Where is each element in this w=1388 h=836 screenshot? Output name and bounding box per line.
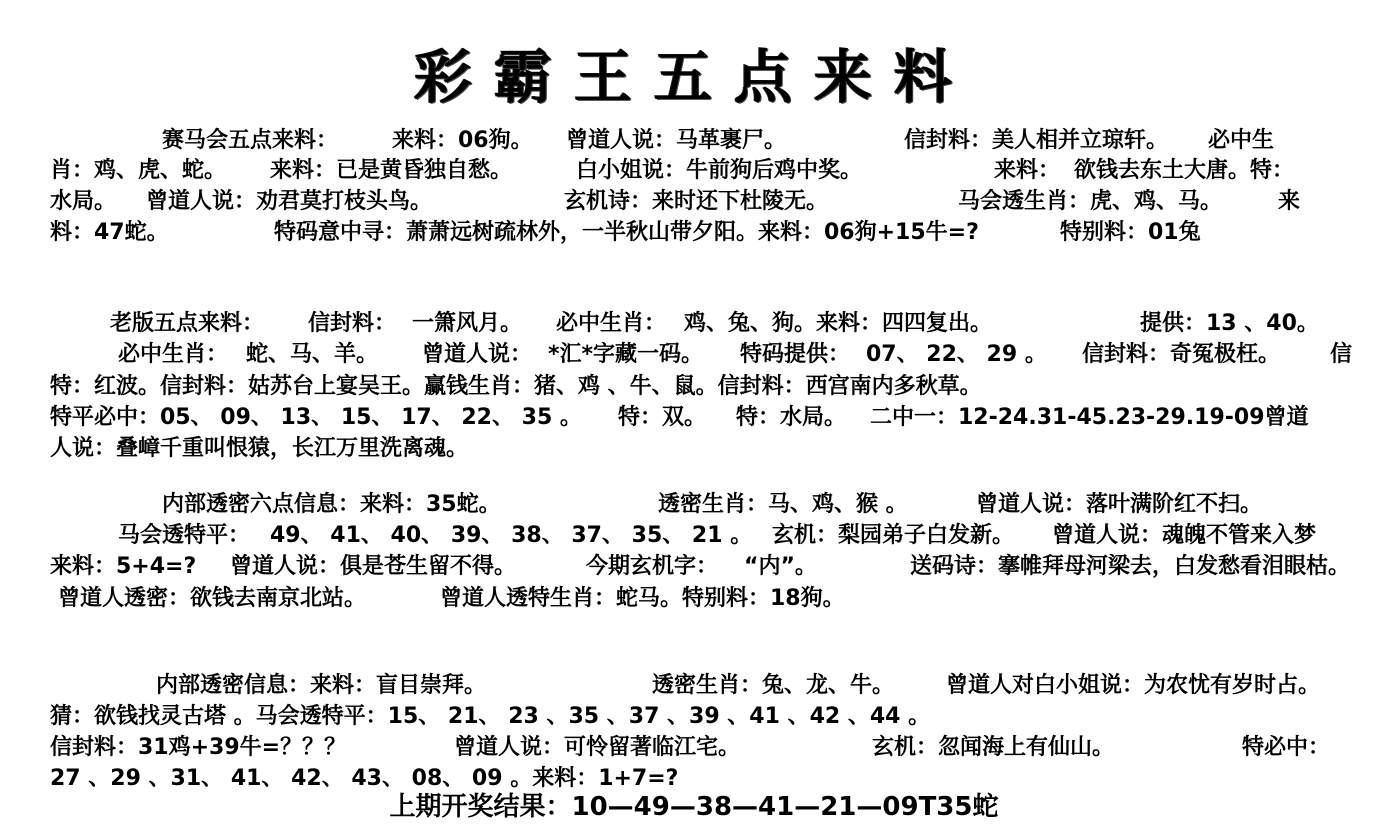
text-segment: 特：红波。信封料：姑苏台上宴吴王。赢钱生肖：猪、鸡 、牛、鼠。信封料：西宫南内多秋草。 xyxy=(50,374,982,399)
text-segment: 来料：已是黄昏独自愁。 xyxy=(270,158,513,183)
text-segment: 来料： xyxy=(994,158,1061,183)
text-segment: 特码提供： xyxy=(740,342,851,367)
text-line xyxy=(0,434,1388,464)
text-line xyxy=(0,309,1388,339)
text-line xyxy=(0,372,1388,402)
text-segment: 信 xyxy=(1330,342,1353,367)
text-segment: 玄机诗：来时还下杜陵无。 xyxy=(564,189,829,214)
text-line xyxy=(0,403,1388,433)
text-segment: 今期玄机字： xyxy=(586,554,719,579)
text-segment: 玄机：梨园弟子白发新。 xyxy=(772,523,1015,548)
text-segment: 必中生肖： xyxy=(118,342,229,367)
text-segment: 07、 22、 29 。 xyxy=(866,342,1047,367)
text-segment: 猜：欲钱找灵古塔 。马会透特平：15、 21、 23 、35 、37 、39 、41 、42 、44 。 xyxy=(50,704,931,729)
text-segment: 来料：06狗。 xyxy=(392,128,533,153)
text-segment: 曾道人对白小姐说：为农忧有岁时占。 xyxy=(946,673,1321,698)
text-segment: 曾道人说：俱是苍生留不得。 xyxy=(230,554,517,579)
page-title: 彩霸王五点来料 xyxy=(413,43,974,111)
text-segment: 来 xyxy=(1278,189,1301,214)
text-segment: 曾道人说：劝君莫打枝头鸟。 xyxy=(146,189,433,214)
text-segment: 提供：13 、40。 xyxy=(1140,311,1319,336)
text-line xyxy=(0,156,1388,186)
text-segment: 玄机：忽闻海上有仙山。 xyxy=(872,735,1115,760)
text-segment: 送码诗：搴帷拜母河梁去，白发愁看泪眼枯。 xyxy=(910,554,1351,579)
text-segment: 二中一：12-24.31-45.23-29.19-09曾道 xyxy=(870,405,1309,430)
text-segment: 来料：5+4=? xyxy=(50,554,197,579)
text-segment: 曾道人说：马革裹尸。 xyxy=(566,128,787,153)
text-segment: 曾道人透密：欲钱去南京北站。 xyxy=(58,586,367,611)
text-segment: 特必中： xyxy=(1242,735,1331,760)
text-segment: 信封料：31鸡+39牛=？？？ xyxy=(50,735,347,760)
text-segment: “内”。 xyxy=(744,554,817,579)
text-line xyxy=(0,187,1388,217)
text-segment: *汇*字藏一码。 xyxy=(548,342,704,367)
text-segment: 白小姐说：牛前狗后鸡中奖。 xyxy=(576,158,863,183)
last-draw-result: 上期开奖结果：10—49—38—41—21—09T35蛇 xyxy=(389,792,999,822)
text-line xyxy=(0,521,1388,551)
text-segment: 必中生 xyxy=(1208,128,1275,153)
text-segment: 49、 41、 40、 39、 38、 37、 35、 21 。 xyxy=(270,523,753,548)
text-line xyxy=(0,702,1388,732)
text-segment: 信封料：美人相并立琼轩。 xyxy=(904,128,1169,153)
text-segment: 马会透生肖：虎、鸡、马。 xyxy=(958,189,1223,214)
text-segment: 信封料： xyxy=(308,311,397,336)
text-line xyxy=(0,218,1388,248)
text-segment: 特码意中寻：萧萧远树疏林外，一半秋山带夕阳。来料：06狗+15牛=? xyxy=(274,220,979,245)
text-segment: 欲钱去东土大唐。特： xyxy=(1074,158,1295,183)
text-segment: 一箫风月。 xyxy=(412,311,523,336)
text-segment: 曾道人说：魂魄不管来入梦 xyxy=(1052,523,1317,548)
text-segment: 曾道人说：落叶满阶红不扫。 xyxy=(976,492,1263,517)
text-segment: 鸡、兔、狗。来料：四四复出。 xyxy=(684,311,993,336)
text-segment: 27 、29 、31、 41、 42、 43、 08、 09 。来料：1+7=? xyxy=(50,766,679,791)
text-segment: 特平必中：05、 09、 13、 15、 17、 22、 35 。 xyxy=(50,405,582,430)
text-segment: 曾道人透特生肖：蛇马。特别料：18狗。 xyxy=(440,586,845,611)
text-line xyxy=(0,671,1388,701)
text-segment: 内部透密信息：来料：盲目崇拜。 xyxy=(156,673,487,698)
text-segment: 老版五点来料： xyxy=(110,311,265,336)
text-segment: 料：47蛇。 xyxy=(50,220,169,245)
text-segment: 赛马会五点来料： xyxy=(162,128,339,153)
text-segment: 特：水局。 xyxy=(736,405,847,430)
text-segment: 肖：鸡、虎、蛇。 xyxy=(50,158,227,183)
text-segment: 透密生肖：马、鸡、猴 。 xyxy=(658,492,908,517)
text-segment: 特：双。 xyxy=(618,405,707,430)
text-segment: 透密生肖：兔、龙、牛。 xyxy=(652,673,895,698)
text-segment: 特别料：01兔 xyxy=(1060,220,1201,245)
text-segment: 内部透密六点信息：来料：35蛇。 xyxy=(162,492,501,517)
text-line xyxy=(0,340,1388,370)
text-segment: 马会透特平： xyxy=(118,523,251,548)
text-segment: 必中生肖： xyxy=(556,311,667,336)
text-line xyxy=(0,552,1388,582)
text-segment: 曾道人说：可怜留著临江宅。 xyxy=(454,735,741,760)
text-segment: 信封料：奇冤极枉。 xyxy=(1082,342,1281,367)
text-segment: 水局。 xyxy=(50,189,117,214)
text-line xyxy=(0,733,1388,763)
text-segment: 人说：叠嶂千重叫恨猿，长江万里洗离魂。 xyxy=(50,436,469,461)
text-line xyxy=(0,584,1388,614)
text-line xyxy=(0,126,1388,156)
text-segment: 蛇、马、羊。 xyxy=(246,342,379,367)
text-line xyxy=(0,490,1388,520)
text-segment: 曾道人说： xyxy=(422,342,533,367)
